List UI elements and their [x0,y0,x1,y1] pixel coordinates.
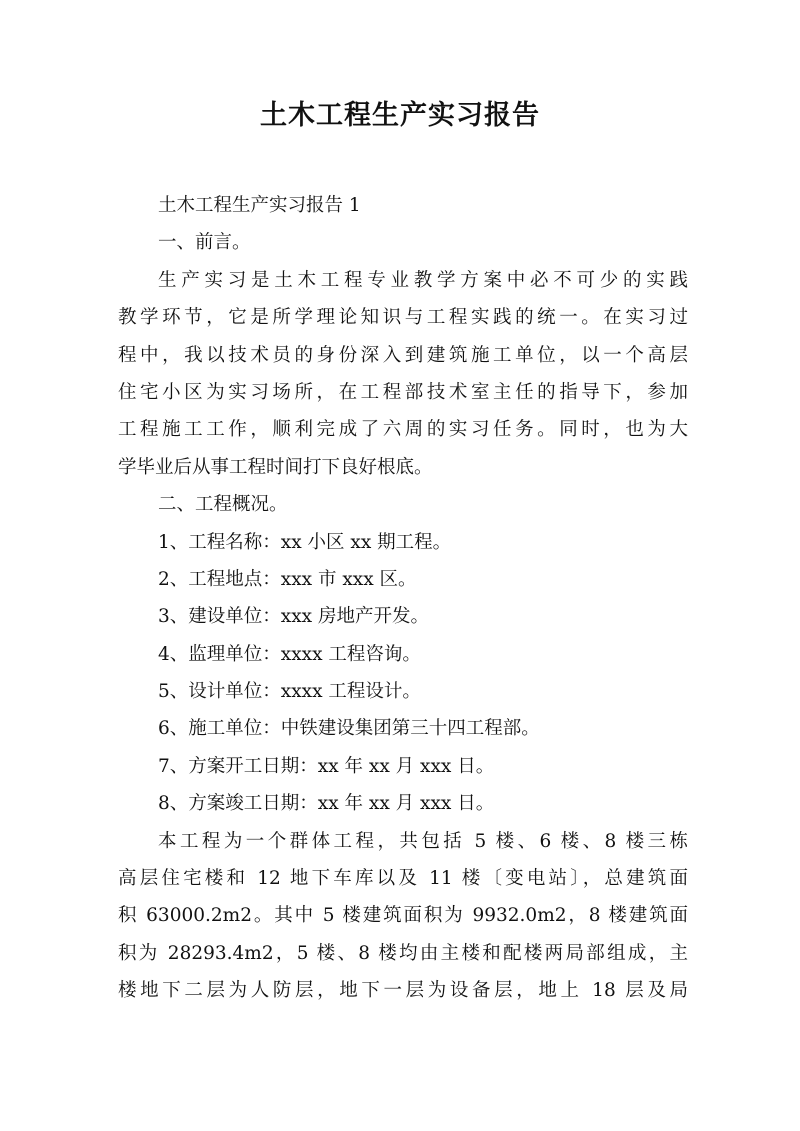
list-item: 6、施工单位：中铁建设集团第三十四工程部。 [158,718,540,740]
paragraph-line: 教学环节，它是所学理论知识与工程实践的统一。在实习过 [118,307,688,329]
paragraph-line: 楼地下二层为人防层，地下一层为设备层，地上 18 层及局 [118,980,688,1002]
document-body [118,187,688,1010]
list-item: 4、监理单位：xxxx 工程咨询。 [158,643,421,665]
section-heading: 一、前言。 [158,232,251,254]
paragraph-line: 积 63000.2m2。其中 5 楼建筑面积为 9932.0m2，8 楼建筑面 [118,905,688,927]
list-item: 7、方案开工日期：xx 年 xx 月 xxx 日。 [158,755,495,777]
section-heading: 二、工程概况。 [158,494,288,516]
paragraph-line: 程中，我以技术员的身份深入到建筑施工单位，以一个高层 [118,344,688,366]
paragraph-line: 住宅小区为实习场所，在工程部技术室主任的指导下，参加 [118,381,688,403]
paragraph-line: 本工程为一个群体工程，共包括 5 楼、6 楼、8 楼三栋 [158,830,688,852]
list-item: 1、工程名称：xx 小区 xx 期工程。 [158,531,452,553]
document-title: 土木工程生产实习报告 [260,100,540,131]
paragraph-line: 高层住宅楼和 12 地下车库以及 11 楼〔变电站〕，总建筑面 [118,868,688,890]
paragraph-line: 学毕业后从事工程时间打下良好根底。 [118,456,433,478]
paragraph-line: 生产实习是土木工程专业教学方案中必不可少的实践 [158,269,688,291]
paragraph-line: 积为 28293.4m2，5 楼、8 楼均由主楼和配楼两局部组成，主 [118,942,688,964]
section-heading: 土木工程生产实习报告 1 [158,195,361,216]
list-item: 3、建设单位：xxx 房地产开发。 [158,606,429,628]
list-item: 8、方案竣工日期：xx 年 xx 月 xxx 日。 [158,793,495,815]
paragraph-line: 工程施工工作，顺利完成了六周的实习任务。同时，也为大 [118,419,688,441]
list-item: 5、设计单位：xxxx 工程设计。 [158,681,421,703]
list-item: 2、工程地点：xxx 市 xxx 区。 [158,568,417,590]
